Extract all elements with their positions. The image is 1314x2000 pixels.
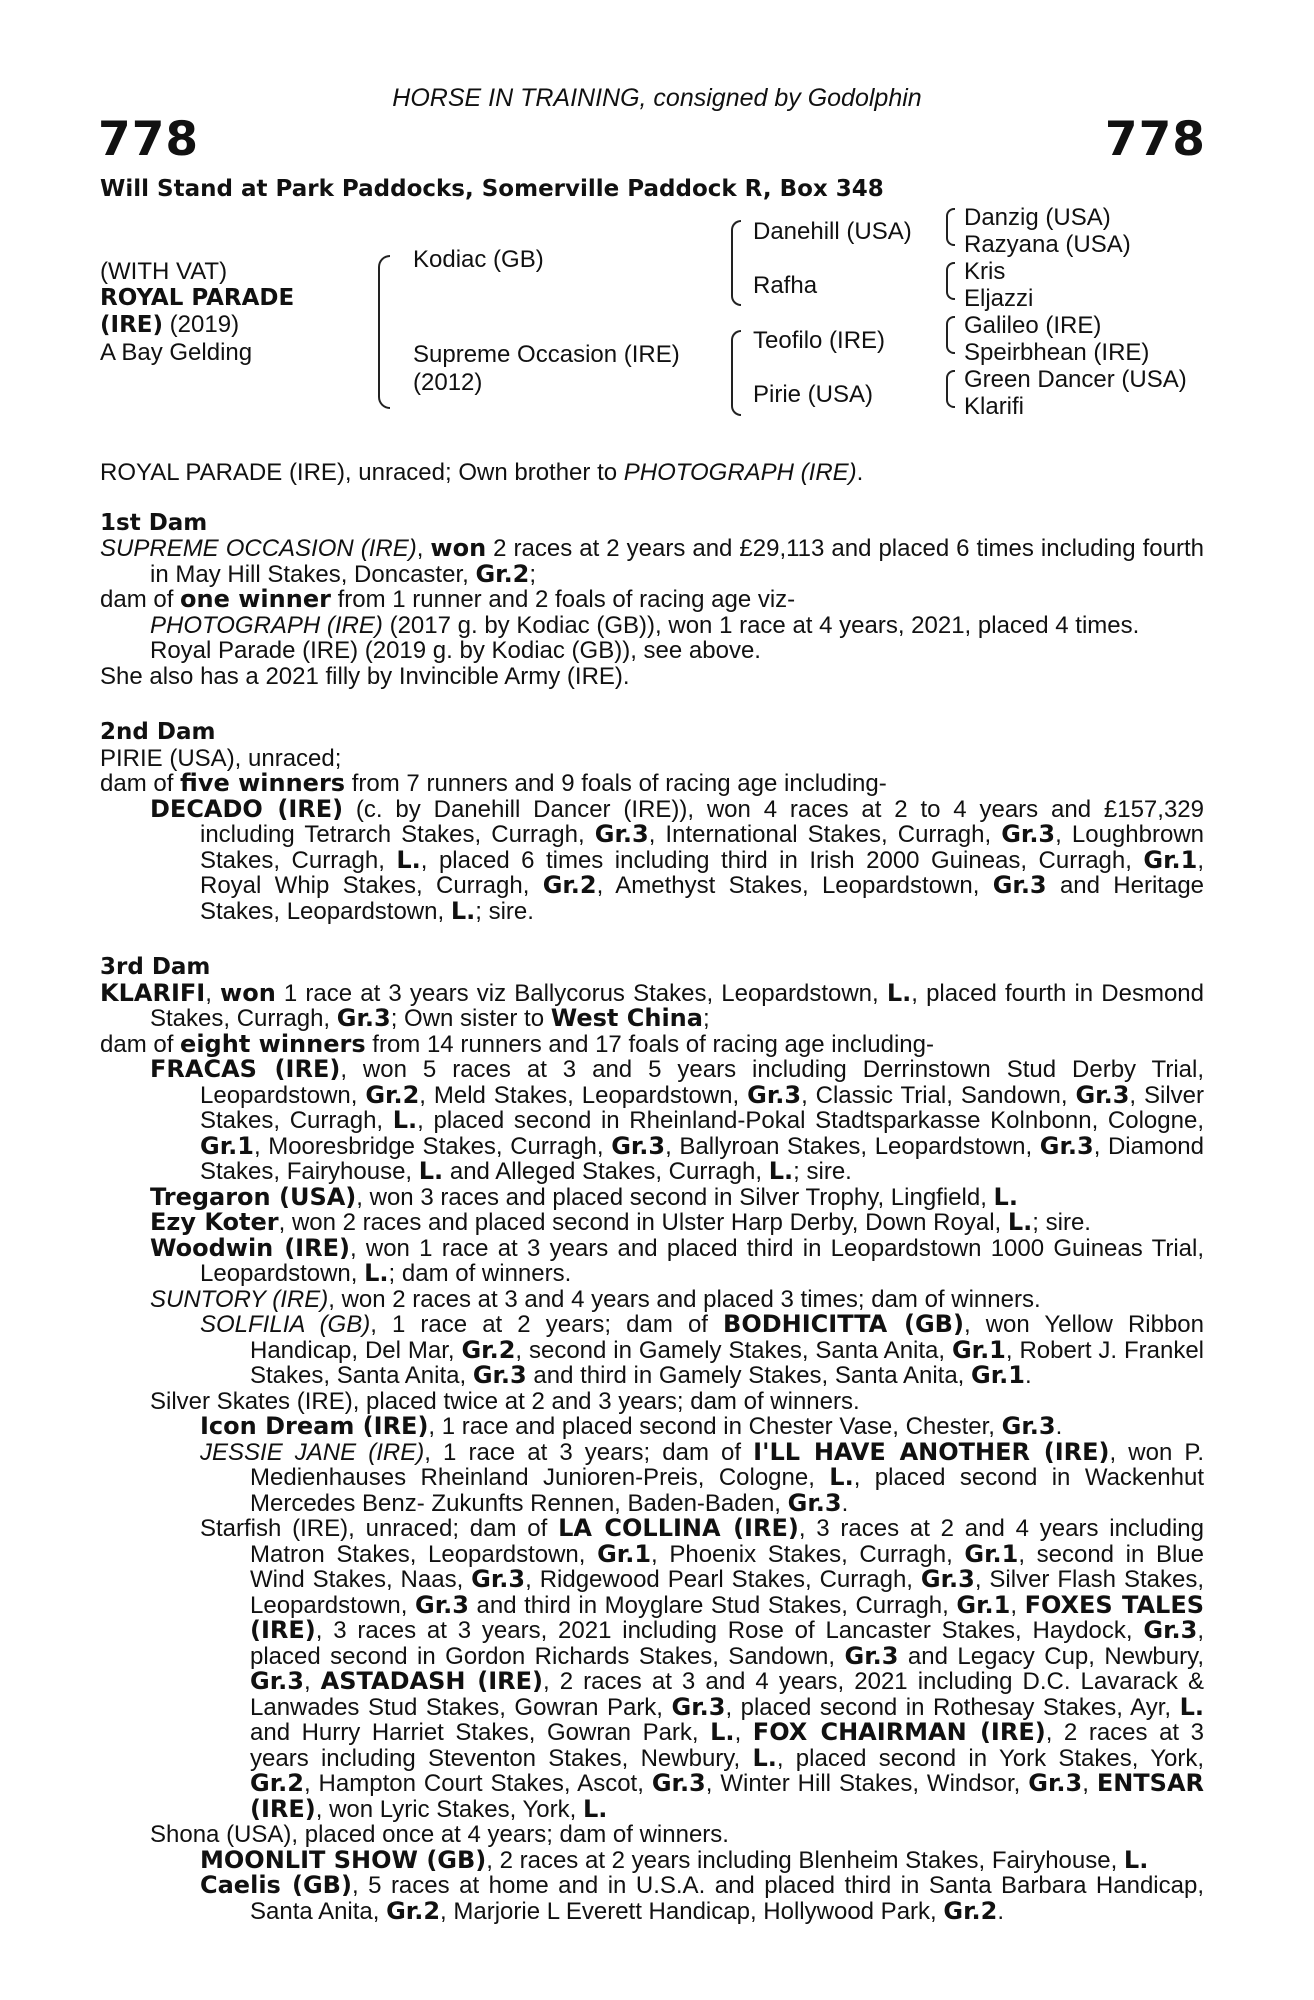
dam3-granddaughter-jessie-jane: JESSIE JANE (IRE), 1 race at 3 years; dam of I'LL HAVE ANOTHER (IRE), won P. Medienhauses Rheinland Junioren-Preis, Cologne, L., placed second in Wackenhut Mercedes Benz- Zukunfts Rennen, Baden-Baden, Gr.3. (200, 1437, 1205, 1517)
dam3-granddaughter-solfilia: SOLFILIA (GB), 1 race at 2 years; dam of BODHICITTA (GB), won Yellow Ribbon Handicap, Del Mar, Gr.2, second in Gamely Stakes, Santa Anita, Gr.1, Robert J. Frankel Stakes, Santa Anita, Gr.3 and third in Gamely Stakes, Santa Anita, Gr.1. (200, 1310, 1205, 1389)
pedigree-sss: Danzig (USA) (964, 204, 1111, 231)
lot-number-left: 778 (98, 112, 200, 167)
horse-description: A Bay Gelding (100, 339, 253, 366)
pedigree-ssd: Razyana (USA) (964, 231, 1131, 258)
dam3-foal-fracas: FRACAS (IRE), won 5 races at 3 and 5 years including Derrinstown Stud Derby Trial, Leopardstown, Gr.2, Meld Stakes, Leopardstown, Gr.3, Classic Trial, Sandown, Gr.3, Silver Stakes, Curragh, L., placed second in Rheinland-Pokal Stadtsparkasse Kolnbonn, Cologne, Gr.1, Mooresbridge Stakes, Curragh, Gr.3, Ballyroan Stakes, Leopardstown, Gr.3, Diamond Stakes, Fairyhouse, L. and Alleged Stakes, Curragh, L.; sire. (150, 1055, 1205, 1185)
pedigree-dss: Galileo (IRE) (964, 312, 1102, 339)
catalogue-body (100, 460, 1204, 1924)
dam3-produce: dam of eight winners from 14 runners and 17 foals of racing age including- (100, 1029, 934, 1058)
dam3-foal-suntory: SUNTORY (IRE), won 2 races at 3 and 4 years and placed 3 times; dam of winners. (150, 1285, 1041, 1313)
pedigree-dam: Supreme Occasion (IRE) (413, 341, 680, 368)
stand-location: Will Stand at Park Paddocks, Somerville Paddock R, Box 348 (100, 176, 884, 202)
dam1-foal-royal-parade: Royal Parade (IRE) (2019 g. by Kodiac (GB)), see above. (150, 637, 761, 664)
pedigree-sd: Rafha (753, 272, 818, 299)
dam2-foal-decado: DECADO (IRE) (c. by Danehill Dancer (IRE)), won 4 races at 2 to 4 years and £157,329 including Tetrarch Stakes, Curragh, Gr.3, International Stakes, Curragh, Gr.3, Loughbrown Stakes, Curragh, L., placed 6 times including third in Irish 2000 Guineas, Curragh, Gr.1, Royal Whip Stakes, Curragh, Gr.2, Amethyst Stakes, Leopardstown, Gr.3 and Heritage Stakes, Leopardstown, L.; sire. (150, 794, 1205, 925)
consignment-header: HORSE IN TRAINING, consigned by Godolphin (392, 84, 922, 112)
dam3-foal-silver-skates: Silver Skates (IRE), placed twice at 2 and 3 years; dam of winners. (150, 1387, 860, 1415)
pedigree-ds: Teofilo (IRE) (753, 327, 886, 354)
pedigree-sdd: Eljazzi (964, 285, 1034, 312)
pedigree-brace-dam (731, 330, 741, 416)
dam3-grandson-caelis: Caelis (GB), 5 races at home and in U.S.A. and placed third in Santa Barbara Handicap, Santa Anita, Gr.2, Marjorie L Everett Handicap, Hollywood Park, Gr.2. (200, 1871, 1205, 1925)
dam1-note: She also has a 2021 filly by Invincible Army (IRE). (100, 662, 630, 690)
horse-country: (IRE) (100, 312, 164, 338)
dam2-record: PIRIE (USA), unraced; (100, 744, 342, 772)
pedigree-brace-dd (946, 370, 955, 408)
pedigree-dam-year: (2012) (413, 369, 483, 396)
section-title-2nd-dam: 2nd Dam (100, 719, 216, 745)
dam3-granddaughter-starfish: Starfish (IRE), unraced; dam of LA COLLINA (IRE), 3 races at 2 and 4 years including Matron Stakes, Leopardstown, Gr.1, Phoenix Stakes, Curragh, Gr.1, second in Blue Wind Stakes, Naas, Gr.3, Ridgewood Pearl Stakes, Curragh, Gr.3, Silver Flash Stakes, Leopardstown, Gr.3 and third in Moyglare Stud Stakes, Curragh, Gr.1, FOXES TALES (IRE), 3 races at 3 years, 2021 including Rose of Lancaster Stakes, Haydock, Gr.3, placed second in Gordon Richards Stakes, Sandown, Gr.3 and Legacy Cup, Newbury, Gr.3, ASTADASH (IRE), 2 races at 3 and 4 years, 2021 including D.C. Lavarack & Lanwades Stud Stakes, Gowran Park, Gr.3, placed second in Rothesay Stakes, Ayr, L. and Hurry Harriet Stakes, Gowran Park, L., FOX CHAIRMAN (IRE), 2 races at 3 years including Steventon Stakes, Newbury, L., placed second in York Stakes, York, Gr.2, Hampton Court Stakes, Ascot, Gr.3, Winter Hill Stakes, Windsor, Gr.3, ENTSAR (IRE), won Lyric Stakes, York, L. (200, 1514, 1205, 1823)
dam3-foal-woodwin: Woodwin (IRE), won 1 race at 3 years and placed third in Leopardstown 1000 Guineas Trial, Leopardstown, L.; dam of winners. (150, 1233, 1205, 1287)
pedigree-brace-ds (946, 316, 955, 354)
pedigree-brace-ss (946, 208, 955, 246)
pedigree-sds: Kris (964, 258, 1006, 285)
pedigree-dd: Pirie (USA) (753, 381, 874, 408)
dam3-grandson-moonlit-show: MOONLIT SHOW (GB), 2 races at 2 years including Blenheim Stakes, Fairyhouse, L. (200, 1845, 1149, 1874)
pedigree-brace-sire (731, 220, 741, 306)
pedigree-dds: Green Dancer (USA) (964, 366, 1187, 393)
dam3-foal-ezy-koter: Ezy Koter, won 2 races and placed second in Ulster Harp Derby, Down Royal, L.; sire. (150, 1208, 1091, 1236)
dam1-foal-photograph: PHOTOGRAPH (IRE) (2017 g. by Kodiac (GB)), won 1 race at 4 years, 2021, placed 4 times. (150, 611, 1140, 639)
dam1-record: SUPREME OCCASION (IRE), won 2 races at 2 years and £29,113 and placed 6 times including fourth in May Hill Stakes, Doncaster, Gr.2; (100, 534, 1205, 588)
lot-number-right: 778 (1104, 112, 1206, 167)
pedigree-brace-gen1 (378, 255, 390, 409)
intro-line: ROYAL PARADE (IRE), unraced; Own brother to PHOTOGRAPH (IRE). (100, 459, 864, 486)
vat-note: (WITH VAT) (100, 258, 228, 285)
section-title-3rd-dam: 3rd Dam (100, 954, 211, 980)
horse-year: (2019) (163, 311, 240, 338)
dam3-foal-shona: Shona (USA), placed once at 4 years; dam of winners. (150, 1821, 729, 1848)
pedigree-ddd: Klarifi (964, 393, 1025, 420)
section-title-1st-dam: 1st Dam (100, 509, 208, 536)
dam3-grandson-icon-dream: Icon Dream (IRE), 1 race and placed second in Chester Vase, Chester, Gr.3. (200, 1412, 1063, 1440)
pedigree-brace-sd (946, 262, 955, 300)
dam3-record: KLARIFI, won 1 race at 3 years viz Ballycorus Stakes, Leopardstown, L., placed fourth in Desmond Stakes, Curragh, Gr.3; Own sister to West China; (100, 978, 1205, 1032)
pedigree-sire: Kodiac (GB) (413, 246, 544, 273)
dam3-foal-tregaron: Tregaron (USA), won 3 races and placed second in Silver Trophy, Lingfield, L. (150, 1182, 1018, 1211)
horse-year-line (100, 311, 239, 339)
dam1-produce: dam of one winner from 1 runner and 2 foals of racing age viz- (100, 585, 796, 613)
pedigree-ss: Danehill (USA) (753, 218, 912, 245)
dam2-produce: dam of five winners from 7 runners and 9 foals of racing age including- (100, 769, 887, 797)
horse-name: ROYAL PARADE (100, 285, 295, 311)
pedigree-dsd: Speirbhean (IRE) (964, 339, 1150, 366)
